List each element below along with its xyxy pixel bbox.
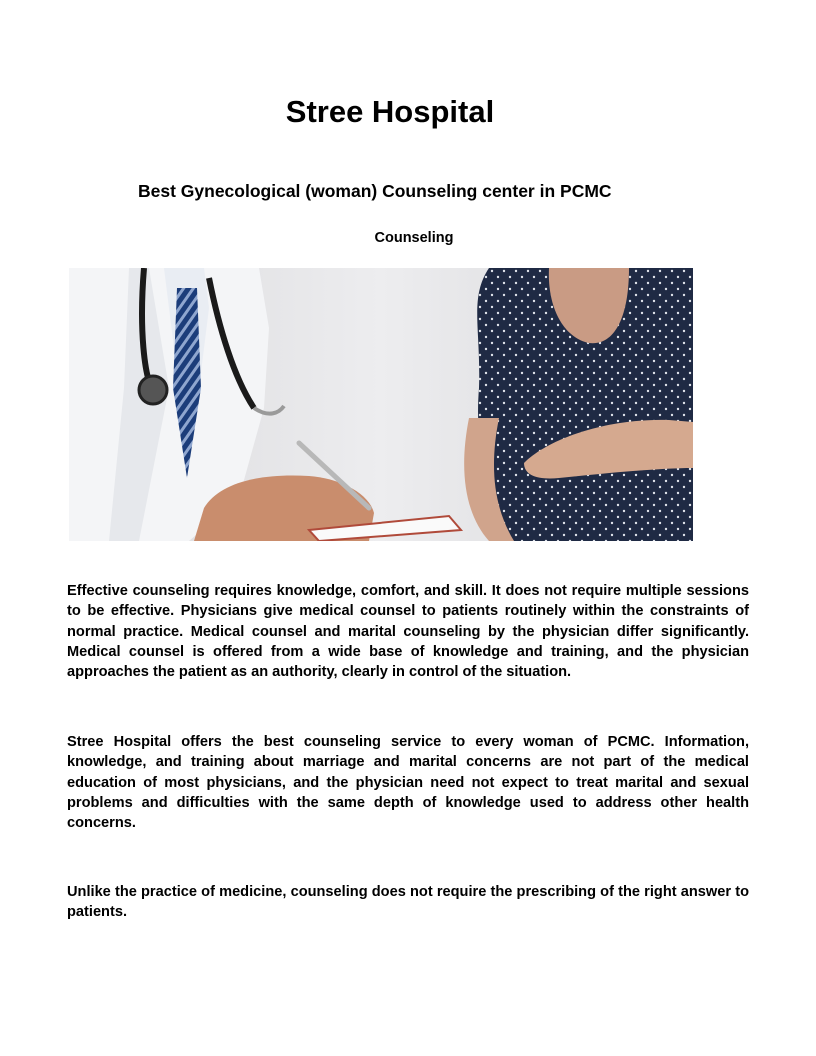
paragraph-stree-hospital-service: Stree Hospital offers the best counseling service to every woman of PCMC. Information, knowledge, and training about marriage and marital concerns are not part of the medical education of most physicians, and the physician need not expect to treat marital and sexual problems and difficulties with the same depth of knowledge used to address other health concerns. [67, 734, 749, 832]
page-title: Stree Hospital [285, 94, 495, 129]
section-heading: Counseling [374, 230, 454, 246]
page-subtitle: Best Gynecological (woman) Counseling center in PCMC [138, 181, 612, 201]
counseling-photo [69, 268, 693, 541]
doctor-patient-illustration [69, 268, 693, 541]
paragraph-effective-counseling: Effective counseling requires knowledge, comfort, and skill. It does not require multiple sessions to be effective. Physicians give medical counsel to patients routinely within the constraints of normal practice. Medical counsel and marital counseling by the physician differ significantly. Medical counsel is offered from a wide base of knowledge and training, and the physician approaches the patient as an authority, clearly in control of the situation. [67, 583, 749, 681]
paragraph-unlike-medicine: Unlike the practice of medicine, counseling does not require the prescribing of the right answer to patients. [67, 884, 749, 921]
